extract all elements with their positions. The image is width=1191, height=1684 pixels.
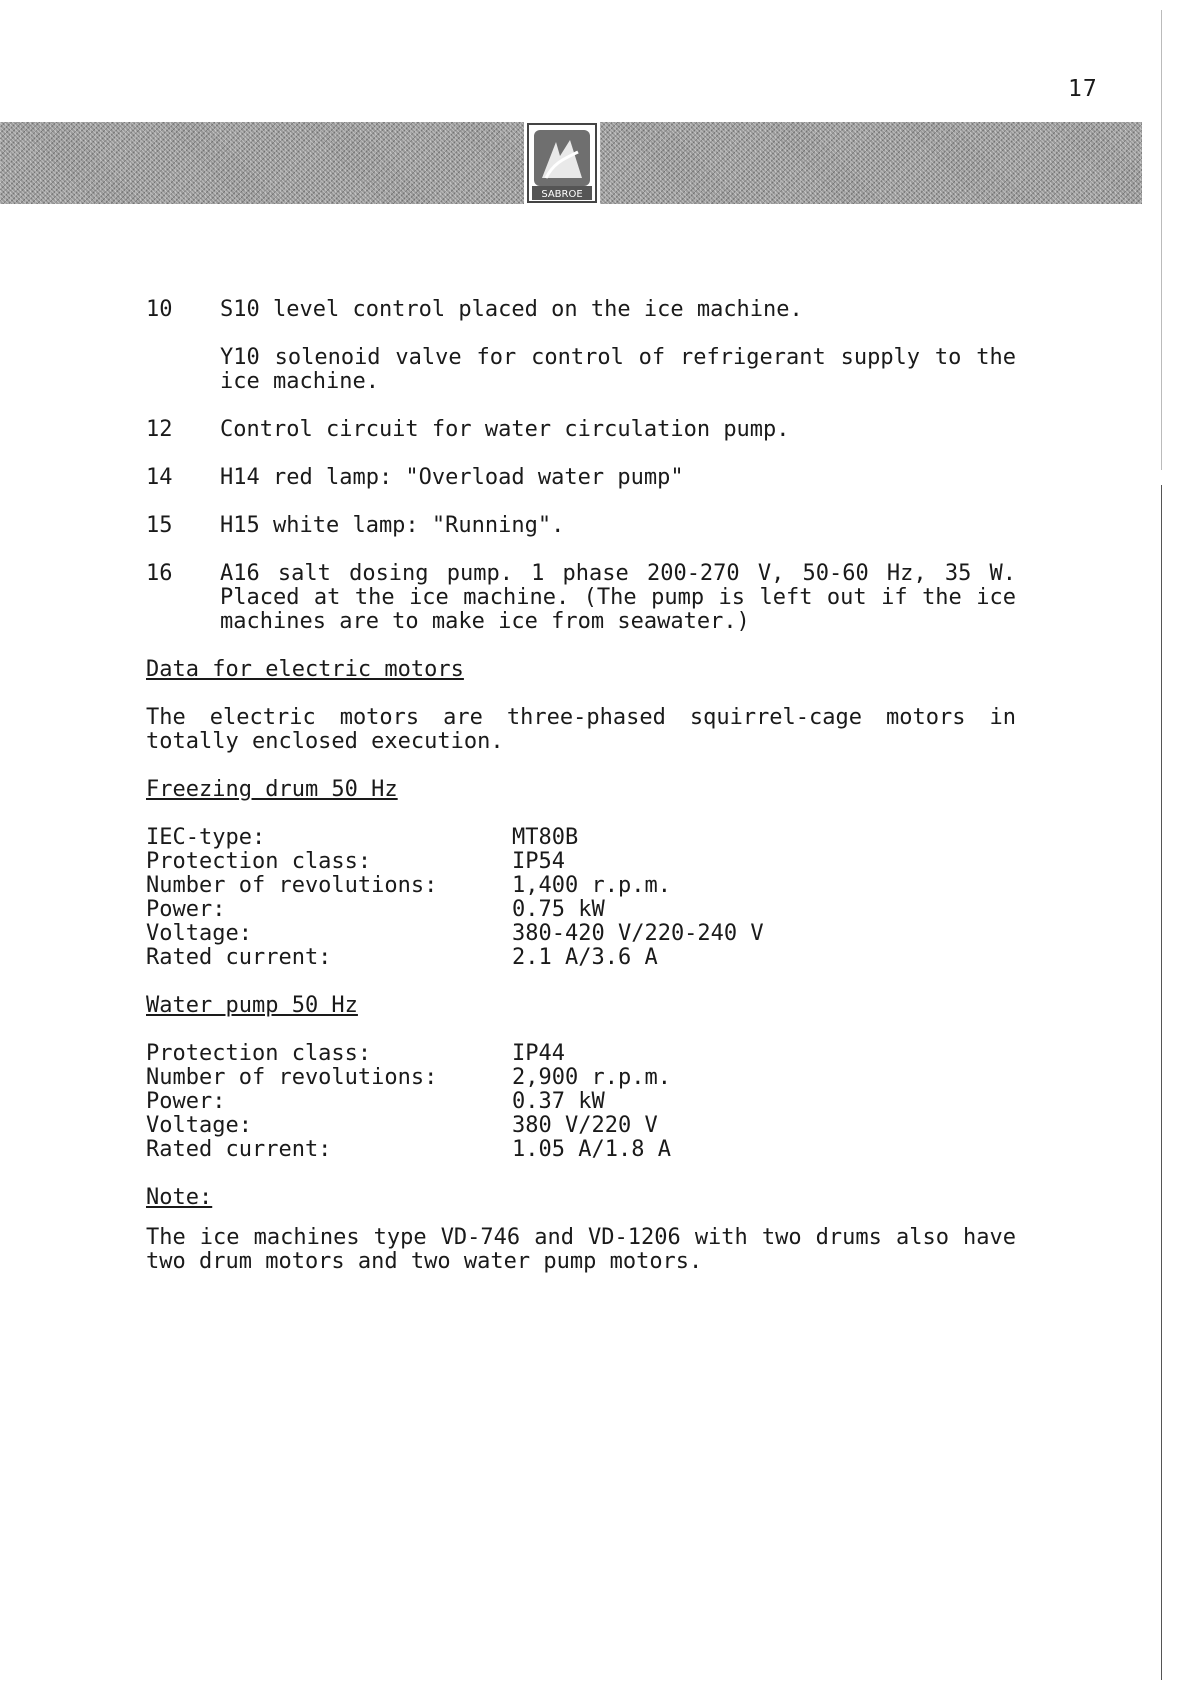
spec-row [146,1114,1016,1138]
spec-label: Power: [146,1089,226,1114]
spec-value: 0.37 kW [512,1089,605,1114]
list-item [146,418,1016,442]
item-text: H15 white lamp: "Running". [220,513,565,538]
header-band-right [600,122,1142,204]
spec-row [146,946,1016,970]
item-number: 16 [146,561,173,586]
water-pump-specs [146,1042,1016,1162]
section-heading-water-pump: Water pump 50 Hz [146,993,358,1018]
spec-value: 2.1 A/3.6 A [512,945,658,970]
item-number: 14 [146,465,173,490]
spec-row [146,1066,1016,1090]
spec-value: 380 V/220 V [512,1113,658,1138]
svg-text:SABROE: SABROE [541,189,583,200]
spec-label: Power: [146,897,226,922]
list-item [146,514,1016,538]
spec-value: 2,900 r.p.m. [512,1065,671,1090]
spec-row [146,874,1016,898]
item-text: A16 salt dosing pump. 1 phase 200-270 V, 50-60 Hz, 35 W. Placed at the ice machine. (The pump is left out if the ice machines are to make ice from seawater.) [220,561,1016,634]
spec-value: 1,400 r.p.m. [512,873,671,898]
spec-row [146,1042,1016,1066]
page-number: 17 [1068,76,1098,102]
margin-rule-upper [1161,10,1162,470]
document-body [146,298,1016,1298]
spec-row [146,1090,1016,1114]
margin-rule-lower [1161,485,1162,1680]
spec-label: Rated current: [146,945,332,970]
spec-label: Number of revolutions: [146,873,438,898]
sabroe-logo [526,122,598,204]
spec-value: MT80B [512,825,579,850]
note-heading: Note: [146,1185,213,1210]
item-number: 15 [146,513,173,538]
spec-label: IEC-type: [146,825,266,850]
spec-row [146,1138,1016,1162]
freezing-drum-specs [146,826,1016,970]
spec-label: Number of revolutions: [146,1065,438,1090]
spec-label: Rated current: [146,1137,332,1162]
list-item [146,466,1016,490]
section-heading-electric-motors: Data for electric motors [146,657,464,682]
spec-row [146,922,1016,946]
spec-label: Voltage: [146,1113,252,1138]
item-text: Control circuit for water circulation pump. [220,417,790,442]
spec-label: Voltage: [146,921,252,946]
spec-row [146,898,1016,922]
spec-value: IP54 [512,849,565,874]
item-text: H14 red lamp: "Overload water pump" [220,465,684,490]
spec-value: 1.05 A/1.8 A [512,1137,671,1162]
item-text: S10 level control placed on the ice machine. [220,297,803,322]
electric-motors-intro: The electric motors are three-phased squirrel-cage motors in totally enclosed execution. [146,705,1016,754]
section-heading-freezing-drum: Freezing drum 50 Hz [146,777,398,802]
list-item [146,298,1016,322]
note-text: The ice machines type VD-746 and VD-1206 with two drums also have two drum motors and two water pump motors. [146,1225,1016,1274]
spec-value: IP44 [512,1041,565,1066]
item-number: 10 [146,297,173,322]
spec-value: 0.75 kW [512,897,605,922]
spec-row [146,826,1016,850]
item-subtext: Y10 solenoid valve for control of refrigerant supply to the ice machine. [220,345,1016,394]
header-band-left [0,122,524,204]
list-item [146,562,1016,634]
spec-label: Protection class: [146,1041,372,1066]
spec-label: Protection class: [146,849,372,874]
spec-row [146,850,1016,874]
item-number: 12 [146,417,173,442]
spec-value: 380-420 V/220-240 V [512,921,764,946]
